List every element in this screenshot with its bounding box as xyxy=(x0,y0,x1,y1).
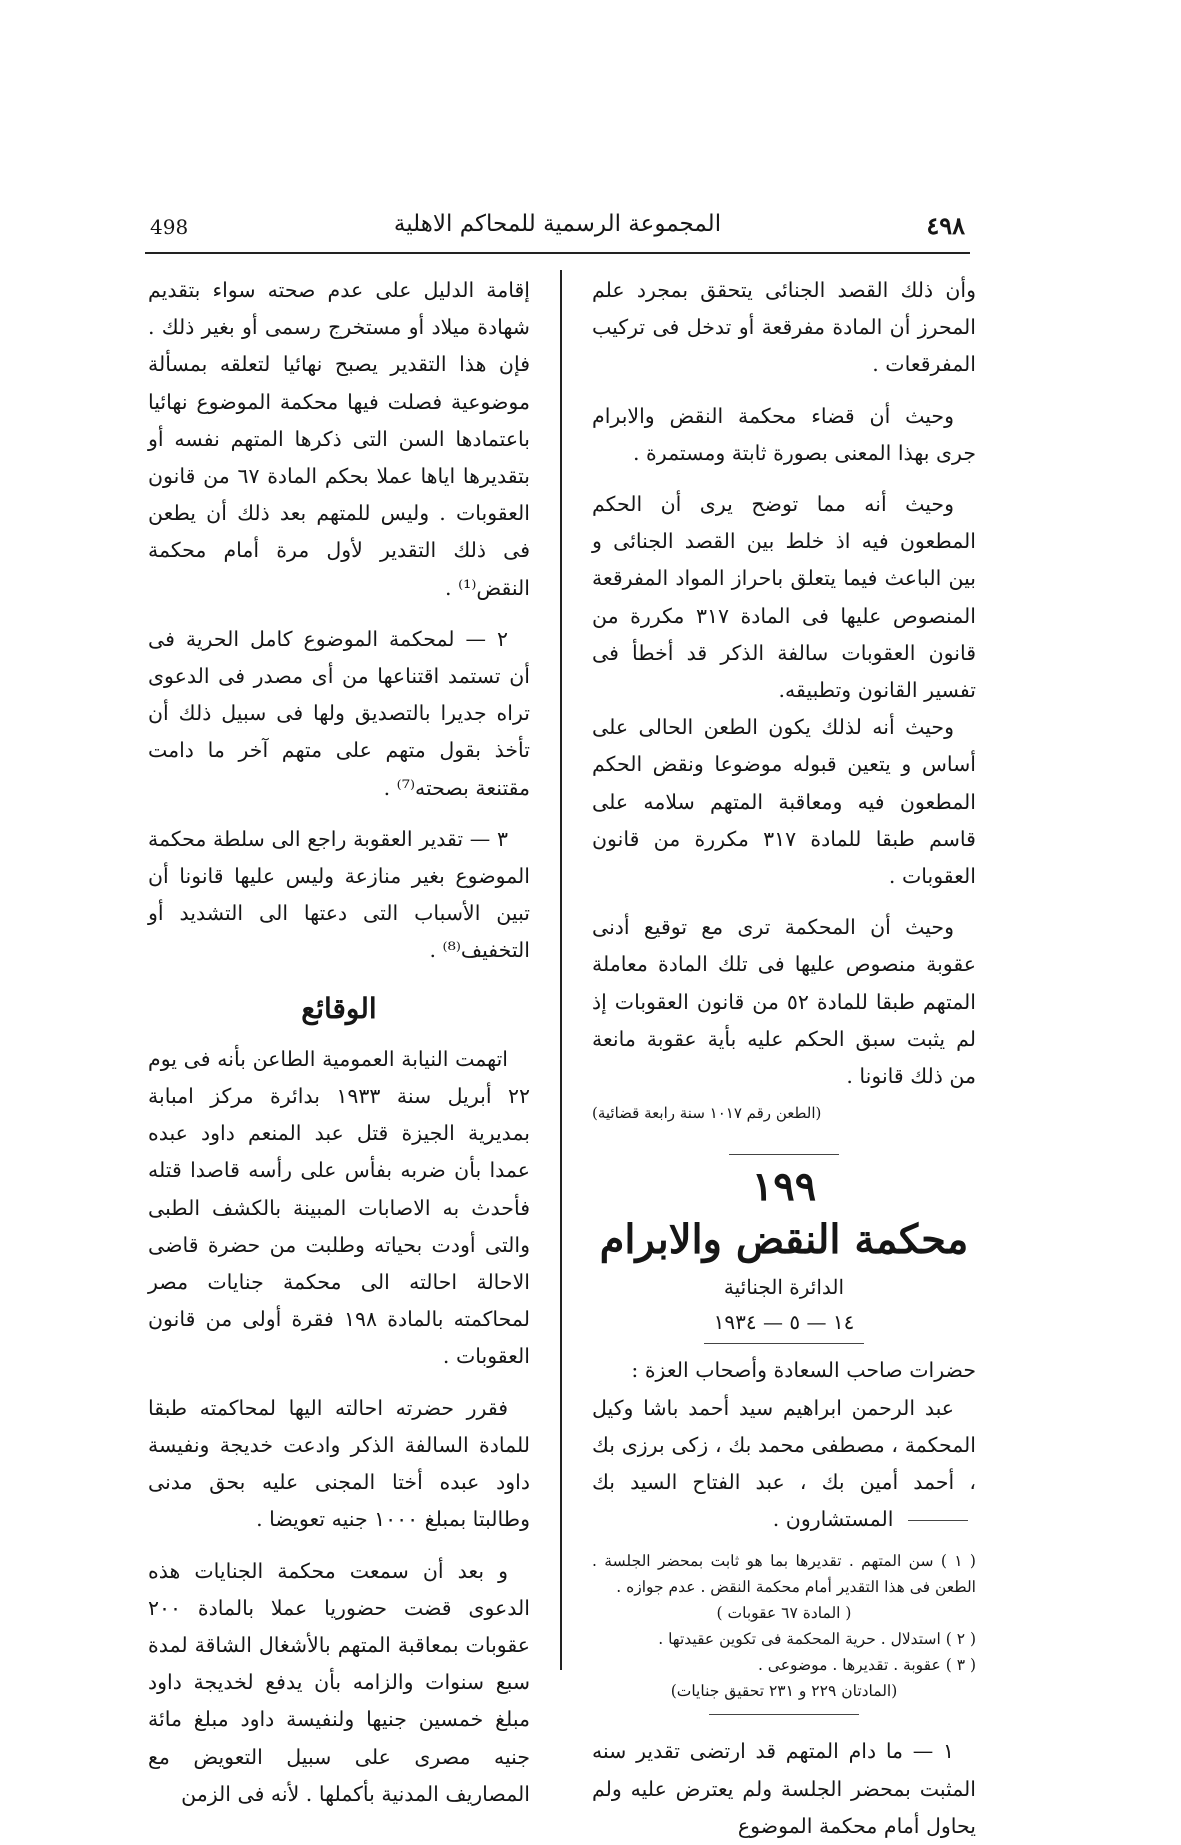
judges-title: المستشارون . xyxy=(772,1507,894,1532)
court-name: محكمة النقض والابرام xyxy=(599,1216,969,1264)
paragraph: وحيث أنه لذلك يكون الطعن الحالى على أساس و يتعين قبوله موضوعا ونقض الحكم المطعون فيه ومعاقبة المتهم سلامه على قاسم طبقا للمادة ٣١٧ مكررة من قانون العقوبات . xyxy=(592,715,976,889)
headnotes xyxy=(592,1548,976,1704)
judges-names: عبد الرحمن ابراهيم سيد أحمد باشا وكيل المحكمة ، مصطفى محمد بك ، زكى برزى بك ، أحمد أمين بك ، عبد الفتاح السيد بك xyxy=(592,1395,976,1495)
headnote: ( ٢ ) استدلال . حرية المحكمة فى تكوين عقيدتها . xyxy=(658,1630,976,1649)
notes-divider xyxy=(709,1714,859,1715)
paragraph: وحيث أن المحكمة ترى مع توقيع أدنى عقوبة منصوص عليها فى تلك المادة معاملة المتهم طبقا للمادة ٥٢ من قانون العقوبات إذ لم يثبت سبق الحكم عليه بأية عقوبة مانعة من ذلك قانونا . xyxy=(592,915,976,1089)
paragraph-continuation: إقامة الدليل على عدم صحته سواء بتقديم شهادة ميلاد أو مستخرج رسمى أو بغير ذلك . فإن هذا التقدير يصبح نهائيا لتعلقه بمسألة موضوعية فصلت فيها محكمة الموضوع نهائيا باعتمادها السن التى ذكرها المتهم نفسه أو بتقديرها اياها عملا بحكم المادة ٦٧ من قانون العقوبات . وليس للمتهم بعد ذلك أن يطعن فى ذلك التقدير لأول مرة أمام محكمة النقض⁽¹⁾ . xyxy=(148,278,531,600)
page-number-arabic: ٤٩٨ xyxy=(926,211,965,240)
facts-heading: الوقائع xyxy=(301,991,377,1025)
principle-paragraph: ٢ — لمحكمة الموضوع كامل الحرية فى أن تستمد اقتناعها من أى مصدر فى الدعوى تراه جديرا بالتصديق ولها فى سبيل ذلك أن تأخذ بقول متهم على متهم آخر ما دامت مقتنعة بصحته⁽⁷⁾ . xyxy=(148,626,530,800)
paragraph: و بعد أن سمعت محكمة الجنايات هذه الدعوى قضت حضوريا عملا بالمادة ٢٠٠ عقوبات بمعاقبة المتهم بالأشغال الشاقة لمدة سبع سنوات والزامه بأن يدفع لخديجة داود مبلغ خمسين جنيها ولنفيسة داود مبلغ مائة جنيه مصرى على سبيل التعويض مع المصاريف المدنية بأكملها . لأنه فى الزمن xyxy=(148,1558,530,1806)
paragraph: فقرر حضرته احالته اليها لمحاكمته طبقا للمادة السالفة الذكر وادعت خديجة ونفيسة داود عبده أختا المجنى عليه بحق مدنى وطالبتا بمبلغ ١٠٠٠ جنيه تعويضا . xyxy=(148,1395,530,1532)
case-number: ١٩٩ xyxy=(751,1163,817,1211)
signature-rule xyxy=(908,1520,968,1521)
paragraph: وحيث أنه مما توضح يرى أن الحكم المطعون فيه اذ خلط بين القصد الجنائى و بين الباعث فيما يتعلق باحراز المواد المفرقعة المنصوص عليها فى المادة ٣١٧ مكررة من قانون العقوبات سالفة الذكر قد أخطأ فى تفسير القانون وتطبيقه. xyxy=(592,492,976,703)
case-citation: (الطعن رقم ١٠١٧ سنة رابعة قضائية) xyxy=(592,1104,822,1123)
headnote: ( ١ ) سن المتهم . تقديرها بما هو ثابت بمحضر الجلسة . الطعن فى هذا التقدير أمام محكمة النقض . عدم جوازه . xyxy=(592,1552,976,1597)
paragraph: اتهمت النيابة العمومية الطاعن بأنه فى يوم ٢٢ أبريل سنة ١٩٣٣ بدائرة مركز امبابة بمديرية الجيزة قتل عبد المنعم داود عبده عمدا بأن ضربه بفأس على رأسه قاصدا قتله فأحدث به الاصابات المبينة بالكشف الطبى والتى أودت بحياته وطلبت من حضرة قاضى الاحالة احالته الى محكمة جنايات مصر لمحاكمته بالمادة ١٩٨ فقرة أولى من قانون العقوبات . xyxy=(148,1046,531,1369)
date-divider xyxy=(704,1343,864,1344)
session-date: ١٤ — ٥ — ١٩٣٤ xyxy=(713,1310,855,1335)
paragraph: وحيث أن قضاء محكمة النقض والابرام جرى بهذا المعنى بصورة ثابتة ومستمرة . xyxy=(592,403,976,465)
left-column xyxy=(148,272,530,1813)
page-header xyxy=(150,211,965,249)
paragraph-continuation: وأن ذلك القصد الجنائى يتحقق بمجرد علم المحرز أن المادة مفرقعة أو تدخل فى تركيب المفرقعات . xyxy=(592,278,976,377)
principle-paragraph: ١ — ما دام المتهم قد ارتضى تقدير سنه المثبت بمحضر الجلسة ولم يعترض عليه ولم يحاول أمام محكمة الموضوع xyxy=(592,1739,976,1838)
headnote-reference: (المادتان ٢٢٩ و ٢٣١ تحقيق جنايات) xyxy=(670,1682,898,1701)
section-divider xyxy=(729,1154,839,1155)
headnote: ( ٣ ) عقوبة . تقديرها . موضوعى . xyxy=(757,1656,976,1675)
citation-line xyxy=(592,1095,976,1132)
column-divider xyxy=(560,270,562,1670)
header-divider xyxy=(145,252,970,254)
judges-list xyxy=(592,1390,976,1539)
page-number-latin: 498 xyxy=(150,215,189,239)
right-column xyxy=(592,272,976,1845)
circuit-name: الدائرة الجنائية xyxy=(723,1275,845,1300)
judges-intro: حضرات صاحب السعادة وأصحاب العزة : xyxy=(631,1358,976,1383)
running-title: المجموعة الرسمية للمحاكم الاهلية xyxy=(393,211,722,237)
principle-paragraph: ٣ — تقدير العقوبة راجع الى سلطة محكمة الموضوع بغير منازعة وليس عليها قانونا أن تبين الأسباب التى دعتها الى التشديد أو التخفيف⁽⁸⁾ . xyxy=(148,826,530,963)
headnote-reference: ( المادة ٦٧ عقوبات ) xyxy=(716,1604,852,1623)
